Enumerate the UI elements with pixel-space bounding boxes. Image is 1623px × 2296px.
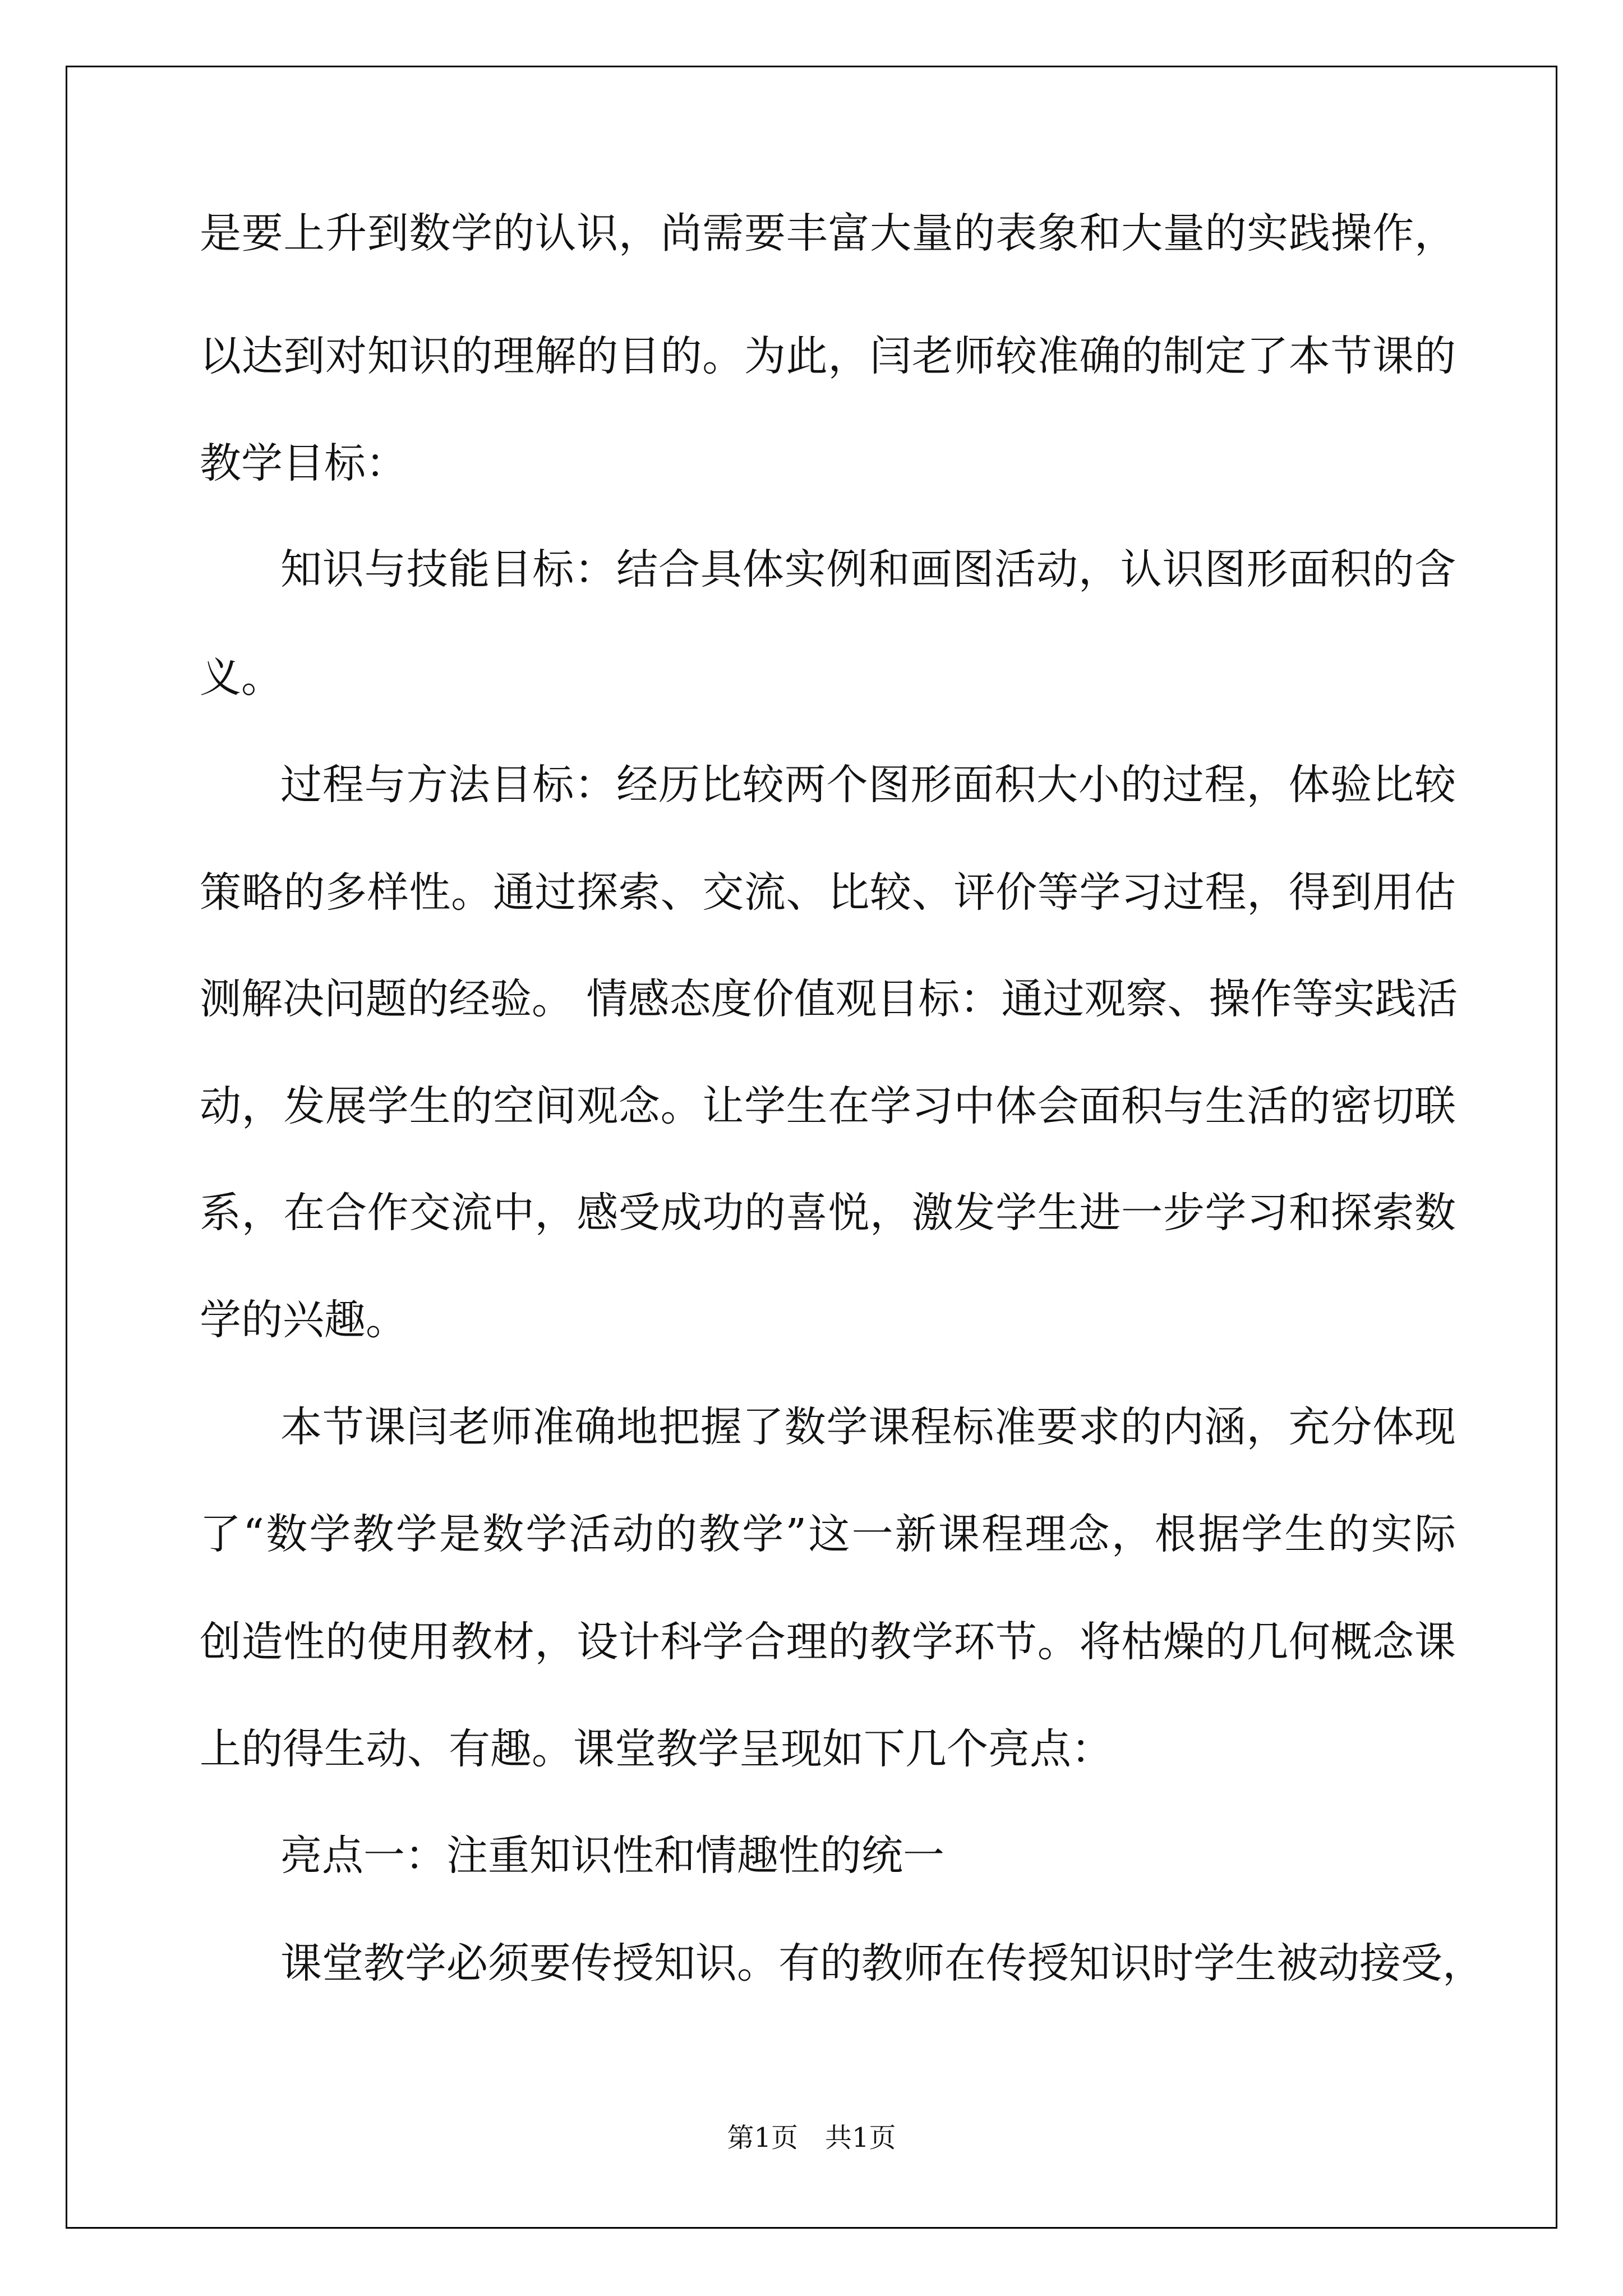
text-line: 教学目标： [200,439,407,487]
text-line: 过程与方法目标：经历比较两个图形面积大小的过程，体验比较 [280,761,1456,809]
page-footer: 第1页 共1页 [727,2122,896,2154]
text-line: 系，在合作交流中，感受成功的喜悦，激发学生进一步学习和探索数 [200,1189,1456,1237]
text-line: 知识与技能目标：结合具体实例和画图活动，认识图形面积的含 [280,545,1456,593]
text-line: 创造性的使用教材，设计科学合理的教学环节。将枯燥的几何概念课 [200,1618,1456,1666]
text-line: 本节课闫老师准确地把握了数学课程标准要求的内涵，充分体现 [280,1403,1456,1451]
page-border [66,66,1557,2229]
text-line: 课堂教学必须要传授知识。有的教师在传授知识时学生被动接受， [280,1939,1484,1987]
text-line: 是要上升到数学的认识，尚需要丰富大量的表象和大量的实践操作， [200,209,1456,257]
text-line: 了“数学教学是数学活动的教学”这一新课程理念，根据学生的实际 [200,1510,1456,1558]
text-line: 上的得生动、有趣。课堂教学呈现如下几个亮点： [200,1725,1113,1773]
text-line: 策略的多样性。通过探索、交流、比较、评价等学习过程，得到用估 [200,868,1456,917]
text-line: 以达到对知识的理解的目的。为此，闫老师较准确的制定了本节课的 [200,332,1456,380]
text-line: 测解决问题的经验。 情感态度价值观目标：通过观察、操作等实践活 [200,975,1458,1023]
text-line: 动，发展学生的空间观念。让学生在学习中体会面积与生活的密切联 [200,1082,1456,1130]
text-line: 义。 [200,654,283,702]
text-line: 亮点一：注重知识性和情趣性的统一 [280,1832,944,1880]
text-line: 学的兴趣。 [200,1296,407,1344]
